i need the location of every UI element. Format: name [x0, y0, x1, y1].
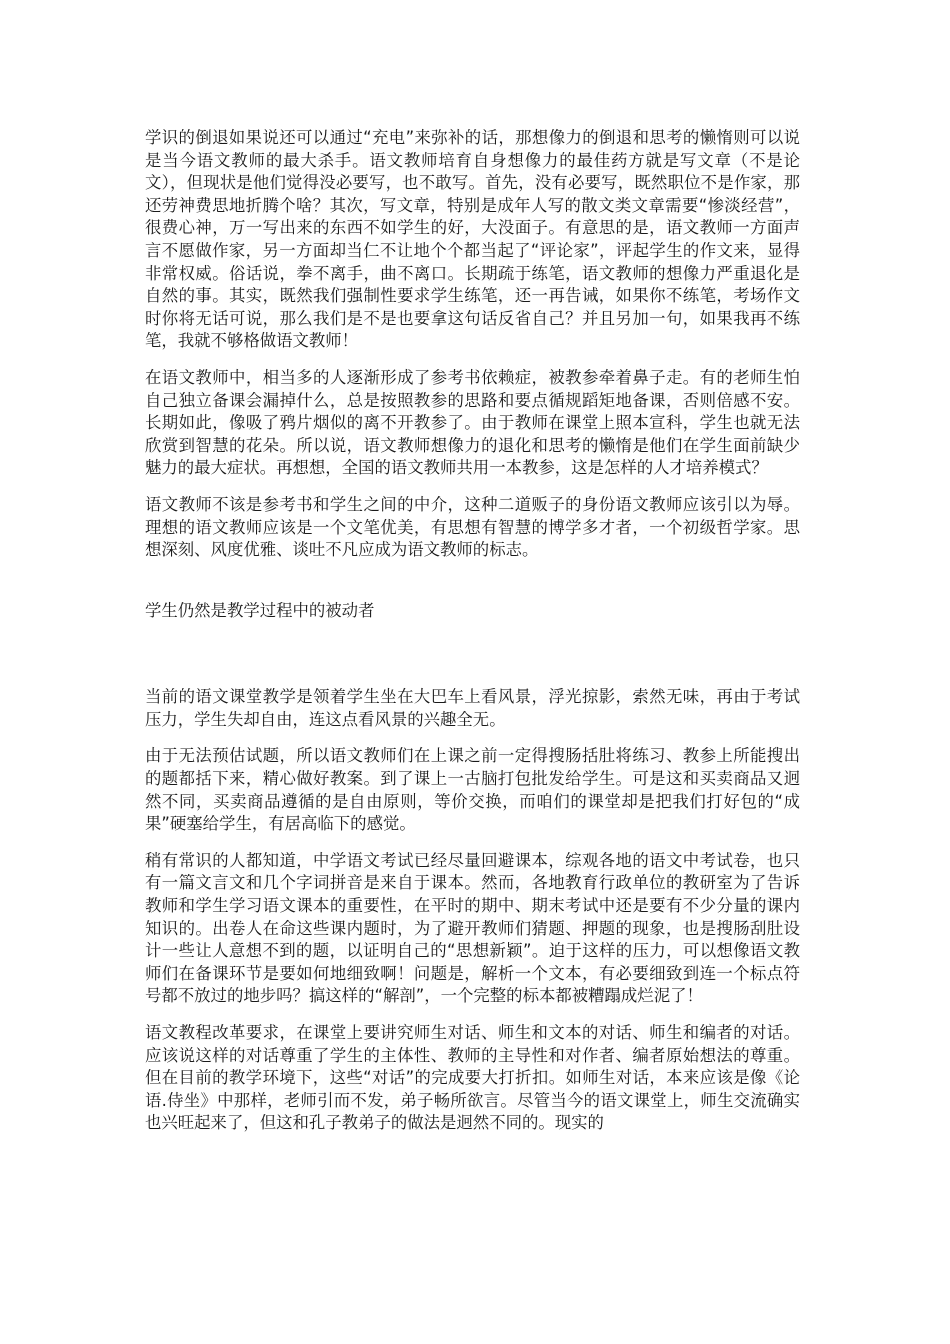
paragraph-imagination: 学识的倒退如果说还可以通过“充电”来弥补的话，那想像力的倒退和思考的懒惰则可以说是当今语文教师的最大杀手。语文教师培育自身想像力的最佳药方就是写文章（不是论文），但现状是他们觉得没必要写，也不敢写。首先，没有必要写，既然职位不是作家，那还劳神费思地折腾个啥？其次，写文章，特别是成年人写的散文类文章需要“惨淡经营”，很费心神，万一写出来的东西不如学生的好，大没面子。有意思的是，语文教师一方面声言不愿做作家，另一方面却当仁不让地个个都当起了“评论家”，评起学生的作文来，显得非常权威。俗话说，拳不离手，曲不离口。长期疏于练笔，语文教师的想像力严重退化是自然的事。其实，既然我们强制性要求学生练笔，还一再告诫，如果你不练笔，考场作文时你将无话可说，那么我们是不是也要拿这句话反省自己？并且另加一句，如果我再不练笔，我就不够格做语文教师！ [145, 128, 800, 351]
document-body [145, 127, 800, 1149]
paragraph-classroom-scenery: 当前的语文课堂教学是领着学生坐在大巴车上看风景，浮光掠影，索然无味，再由于考试压力，学生失却自由，连这点看风景的兴趣全无。 [145, 687, 800, 729]
paragraph-lesson-packaging: 由于无法预估试题，所以语文教师们在上课之前一定得搜肠括肚将练习、教参上所能搜出的题都括下来，精心做好教案。到了课上一古脑打包批发给学生。可是这和买卖商品又迥然不同，买卖商品遵循的是自由原则，等价交换，而咱们的课堂却是把我们打好包的“成果”硬塞给学生，有居高临下的感觉。 [145, 746, 800, 834]
paragraph-dialogue-reform: 语文教程改革要求，在课堂上要讲究师生对话、师生和文本的对话、师生和编者的对话。应该说这样的对话尊重了学生的主体性、教师的主导性和对作者、编者原始想法的尊重。但在目前的教学环境下，这些“对话”的完成要大打折扣。如师生对话，本来应该是像《论语.侍坐》中那样，老师引而不发，弟子畅所欲言。尽管当今的语文课堂上，师生交流确实也兴旺起来了，但这和孔子教弟子的做法是迥然不同的。现实的 [145, 1023, 800, 1133]
paragraph-exam-questions: 稍有常识的人都知道，中学语文考试已经尽量回避课本，综观各地的语文中考试卷，也只有一篇文言文和几个字词拼音是来自于课本。然而，各地教育行政单位的教研室为了告诉教师和学生学习语文课本的重要性，在平时的期中、期末考试中还是要有不少分量的课内知识的。出卷人在命这些课内题时，为了避开教师们猜题、押题的现象，也是搜肠刮肚设计一些让人意想不到的题，以证明自己的“思想新颖”。迫于这样的压力，可以想像语文教师们在备课环节是要如何地细致啊！问题是，解析一个文本，有必要细致到连一个标点符号都不放过的地步吗？搞这样的“解剖”，一个完整的标本都被糟蹋成烂泥了！ [145, 850, 800, 1006]
paragraph-reference-book-dependency: 在语文教师中，相当多的人逐渐形成了参考书依赖症，被教参牵着鼻子走。有的老师生怕自己独立备课会漏掉什么，总是按照教参的思路和要点循规蹈矩地备课，否则倍感不安。长期如此，像吸了鸦片烟似的离不开教参了。由于教师在课堂上照本宣科，学生也就无法欣赏到智慧的花朵。所以说，语文教师想像力的退化和思考的懒惰是他们在学生面前缺少魅力的最大症状。再想想，全国的语文教师共用一本教参，这是怎样的人才培养模式？ [145, 367, 800, 478]
section-heading: 学生仍然是教学过程中的被动者 [145, 600, 375, 620]
paragraph-ideal-teacher: 语文教师不该是参考书和学生之间的中介，这种二道贩子的身份语文教师应该引以为辱。理想的语文教师应该是一个文笔优美，有思想有智慧的博学多才者，一个初级哲学家。思想深刻、风度优雅、谈吐不凡应成为语文教师的标志。 [145, 494, 800, 560]
